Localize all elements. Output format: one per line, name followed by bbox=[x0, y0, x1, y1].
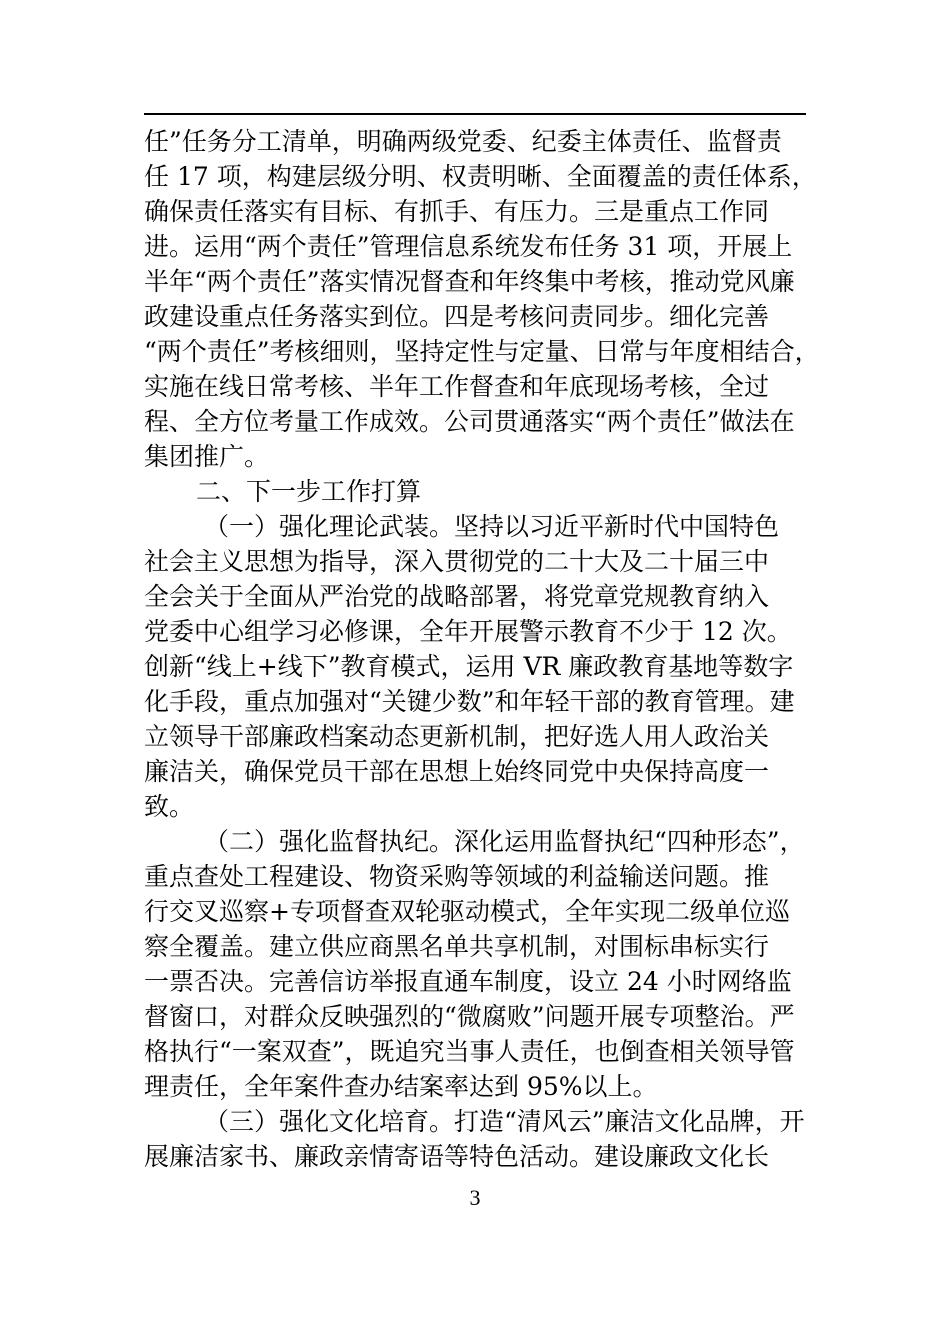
text-line: 重点查处工程建设、物资采购等领域的利益输送问题。推 bbox=[144, 862, 770, 891]
text-line: 察全覆盖。建立供应商黑名单共享机制，对围标串标实行 bbox=[144, 932, 770, 961]
text-line: 立领导干部廉政档案动态更新机制，把好选人用人政治关 bbox=[144, 722, 770, 751]
text-line: 一票否决。完善信访举报直通车制度，设立 24 小时网络监 bbox=[144, 967, 792, 996]
text-line: 程、全方位考量工作成效。公司贯通落实“两个责任”做法在 bbox=[144, 407, 795, 436]
text-line: 行交叉巡察+专项督查双轮驱动模式，全年实现二级单位巡 bbox=[144, 897, 790, 926]
text-line: “两个责任”考核细则，坚持定性与定量、日常与年度相结合， bbox=[144, 337, 820, 366]
text-line: 确保责任落实有目标、有抓手、有压力。三是重点工作同 bbox=[144, 197, 770, 226]
text-line: 展廉洁家书、廉政亲情寄语等特色活动。建设廉政文化长 bbox=[144, 1142, 770, 1171]
text-line: 创新“线上+线下”教育模式，运用 VR 廉政教育基地等数字 bbox=[144, 652, 794, 681]
text-line: 理责任，全年案件查办结案率达到 95%以上。 bbox=[144, 1072, 658, 1101]
subsection-first-line: （二）强化监督执纪。深化运用监督执纪“四种形态”， bbox=[204, 827, 805, 856]
subsection-first-line: （三）强化文化培育。打造“清风云”廉洁文化品牌，开 bbox=[204, 1107, 805, 1136]
text-line: 廉洁关，确保党员干部在思想上始终同党中央保持高度一 bbox=[144, 757, 770, 786]
text-line: 督窗口，对群众反映强烈的“微腐败”问题开展专项整治。严 bbox=[144, 1002, 795, 1031]
subsection-first-line: （一）强化理论武装。坚持以习近平新时代中国特色 bbox=[204, 512, 780, 541]
text-line: 社会主义思想为指导，深入贯彻党的二十大及二十届三中 bbox=[144, 547, 770, 576]
text-line: 政建设重点任务落实到位。四是考核问责同步。细化完善 bbox=[144, 302, 770, 331]
text-line: 集团推广。 bbox=[144, 442, 270, 471]
text-line: 半年“两个责任”落实情况督查和年终集中考核，推动党风廉 bbox=[144, 267, 795, 296]
text-line: 化手段，重点加强对“关键少数”和年轻干部的教育管理。建 bbox=[144, 687, 795, 716]
text-line: 进。运用“两个责任”管理信息系统发布任务 31 项，开展上 bbox=[144, 232, 793, 261]
text-line: 任”任务分工清单，明确两级党委、纪委主体责任、监督责 bbox=[144, 127, 782, 156]
text-line: 格执行“一案双查”，既追究当事人责任，也倒查相关领导管 bbox=[144, 1037, 795, 1066]
page-number: 3 bbox=[469, 1185, 481, 1210]
section-heading: 二、下一步工作打算 bbox=[196, 477, 422, 506]
text-line: 实施在线日常考核、半年工作督查和年底现场考核，全过 bbox=[144, 372, 770, 401]
text-line: 致。 bbox=[144, 792, 195, 821]
header-rule bbox=[144, 113, 806, 115]
document-body bbox=[144, 124, 820, 1174]
text-line: 党委中心组学习必修课，全年开展警示教育不少于 12 次。 bbox=[144, 617, 792, 646]
text-line: 任 17 项，构建层级分明、权责明晰、全面覆盖的责任体系， bbox=[144, 162, 817, 191]
text-line: 全会关于全面从严治党的战略部署，将党章党规教育纳入 bbox=[144, 582, 770, 611]
